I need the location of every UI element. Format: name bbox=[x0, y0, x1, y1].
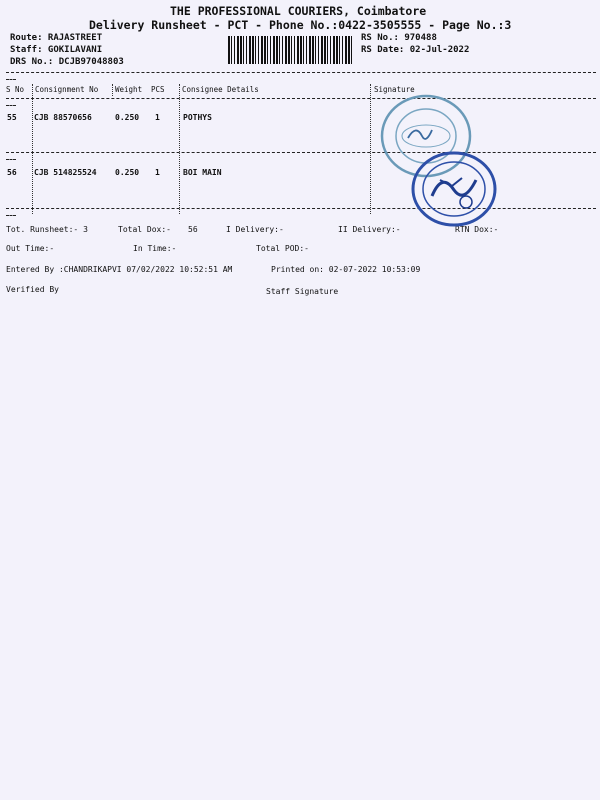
row-pcs: 1 bbox=[155, 168, 160, 177]
row-sno: 56 bbox=[7, 168, 17, 177]
col-consignment: Consignment No bbox=[35, 85, 99, 94]
divider bbox=[6, 105, 16, 106]
row-consignment: CJB 88570656 bbox=[34, 113, 92, 122]
divider bbox=[6, 79, 16, 80]
ii-delivery: II Delivery:- bbox=[338, 225, 401, 234]
column-separator bbox=[32, 84, 33, 214]
divider bbox=[6, 72, 596, 73]
divider bbox=[6, 152, 596, 153]
runsheet-subtitle: Delivery Runsheet - PCT - Phone No.:0422-3505555 - Page No.:3 bbox=[89, 18, 512, 32]
total-pod: Total POD:- bbox=[256, 244, 309, 253]
tot-runsheet: Tot. Runsheet:- 3 bbox=[6, 225, 88, 234]
row-weight: 0.250 bbox=[115, 168, 140, 177]
entered-by: Entered By :CHANDRIKAPVI 07/02/2022 10:52:51 AM bbox=[6, 265, 233, 274]
row-consignee: POTHYS bbox=[183, 113, 212, 122]
out-time: Out Time:- bbox=[6, 244, 55, 253]
bank-seal-stamp bbox=[410, 150, 498, 228]
col-consignee: Consignee Details bbox=[182, 85, 259, 94]
column-separator bbox=[112, 84, 113, 96]
row-pcs: 1 bbox=[155, 113, 160, 122]
rtn-dox: RTN Dox:- bbox=[455, 225, 499, 234]
divider bbox=[6, 98, 596, 99]
verified-by: Verified By bbox=[6, 285, 59, 294]
i-delivery: I Delivery:- bbox=[226, 225, 284, 234]
column-separator bbox=[179, 84, 180, 214]
row-weight: 0.250 bbox=[115, 113, 140, 122]
divider bbox=[6, 208, 596, 209]
printed-on: Printed on: 02-07-2022 10:53:09 bbox=[271, 265, 421, 274]
rs-date: RS Date: 02-Jul-2022 bbox=[361, 45, 470, 55]
rs-number: RS No.: 970488 bbox=[361, 33, 437, 43]
row-consignee: BOI MAIN bbox=[183, 168, 222, 177]
total-dox-value: 56 bbox=[188, 225, 198, 234]
column-separator bbox=[370, 84, 371, 214]
total-dox-label: Total Dox:- bbox=[118, 225, 171, 234]
barcode-image bbox=[228, 36, 354, 64]
col-pcs: PCS bbox=[151, 85, 165, 94]
staff-label: Staff: GOKILAVANI bbox=[10, 45, 103, 55]
row-sno: 55 bbox=[7, 113, 17, 122]
col-signature: Signature bbox=[374, 85, 415, 94]
col-sno: S No bbox=[6, 85, 25, 94]
divider bbox=[6, 159, 16, 160]
divider bbox=[6, 215, 16, 216]
route-label: Route: RAJASTREET bbox=[10, 33, 103, 43]
company-title: THE PROFESSIONAL COURIERS, Coimbatore bbox=[170, 4, 427, 18]
staff-signature: Staff Signature bbox=[266, 287, 339, 296]
drs-number: DRS No.: DCJB97048803 bbox=[10, 57, 124, 67]
col-weight: Weight bbox=[115, 85, 143, 94]
in-time: In Time:- bbox=[133, 244, 177, 253]
row-consignment: CJB 514825524 bbox=[34, 168, 97, 177]
